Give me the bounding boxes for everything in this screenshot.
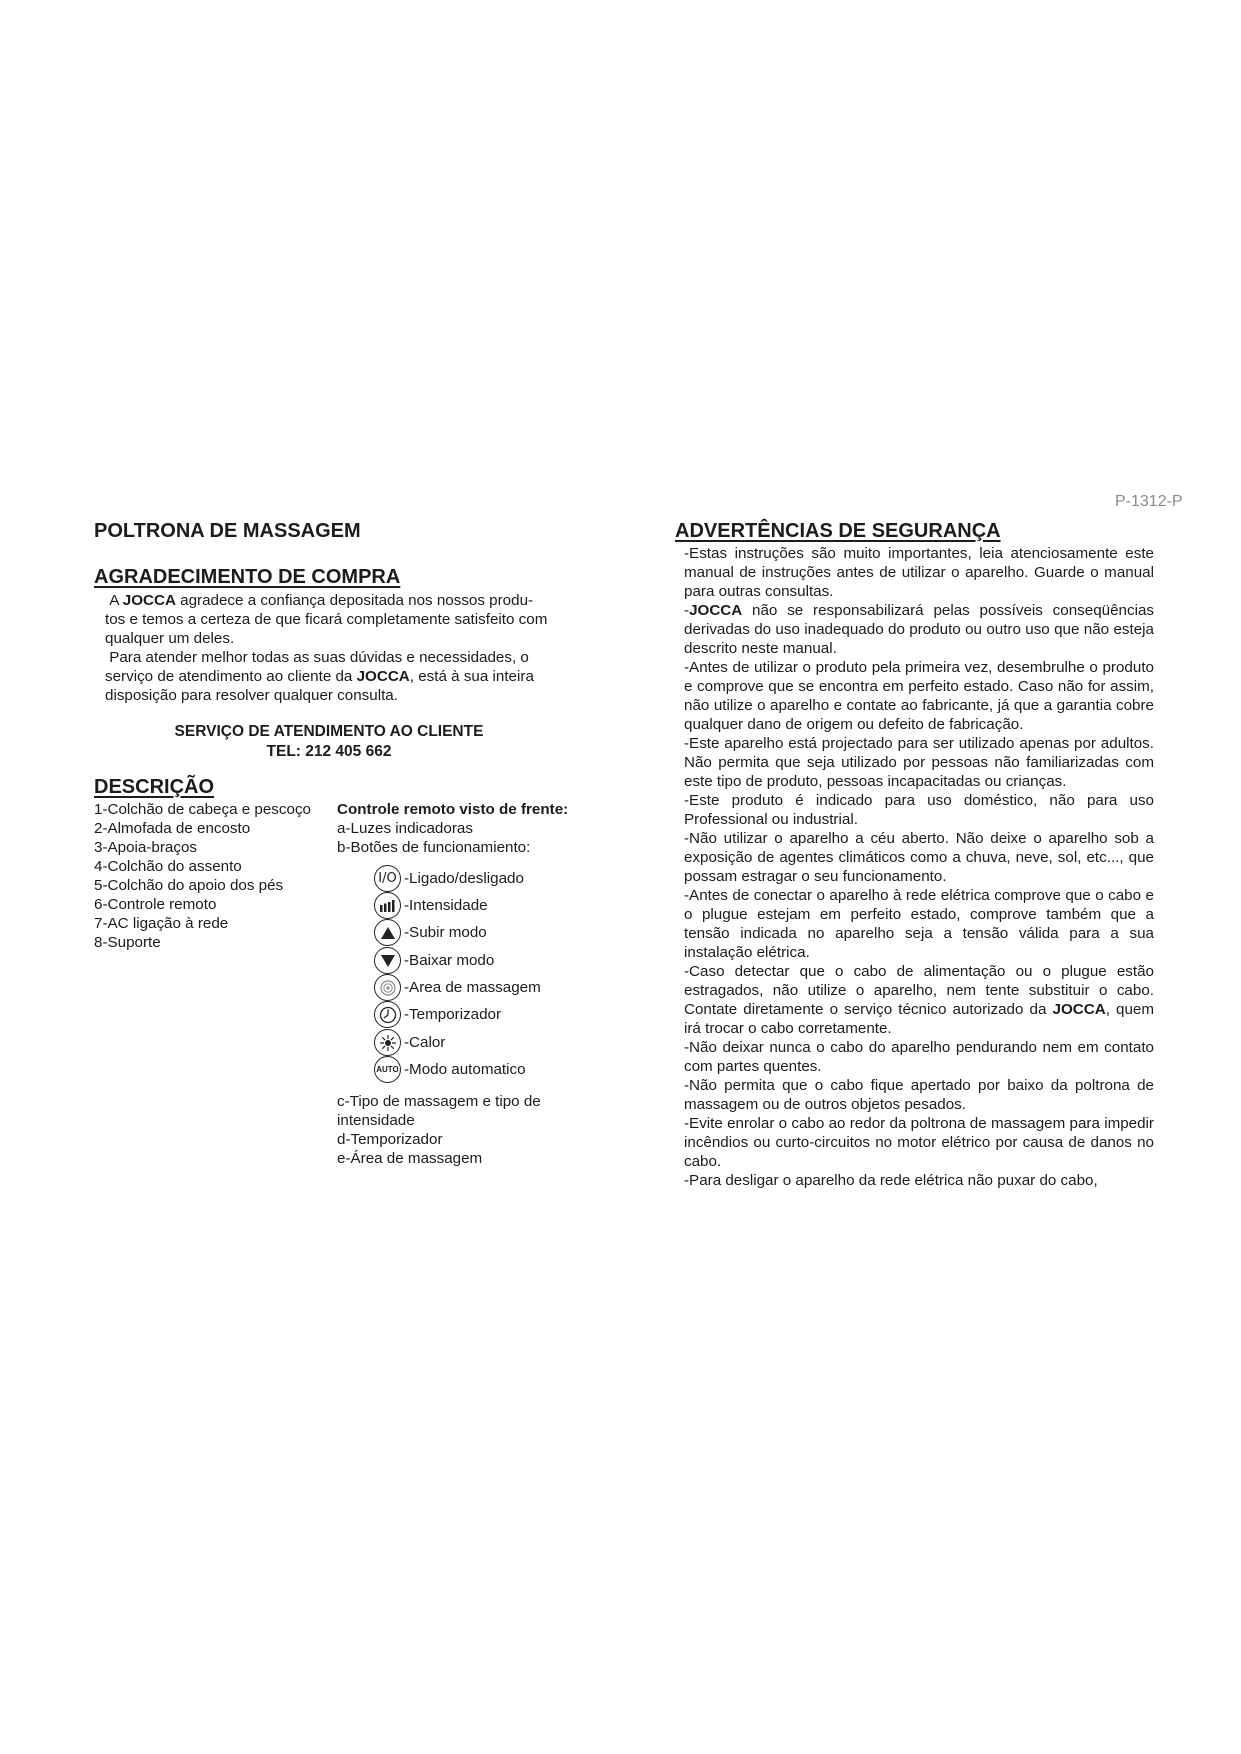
brand-name: JOCCA xyxy=(689,602,743,619)
thanks-line: serviço de atendimento ao cliente da JOCCA, está à sua inteira xyxy=(105,668,534,685)
list-item: 3-Apoia-braços xyxy=(94,839,197,856)
thanks-line: tos e temos a certeza de que ficará completamente satisfeito com xyxy=(105,611,548,628)
remote-button-label: -Subir modo xyxy=(404,924,487,941)
remote-extra-list xyxy=(337,1092,541,1168)
remote-button-row xyxy=(374,974,541,1001)
customer-service-block xyxy=(94,722,564,762)
remote-button-label: -Modo automatico xyxy=(404,1061,526,1078)
brand-name: JOCCA xyxy=(122,592,176,609)
warning-paragraph: -Evite enrolar o cabo ao redor da poltrona de massagem para impedir incêndios ou curto-circuitos no motor elétrico por causa de danos no cabo. xyxy=(684,1115,1154,1170)
remote-button-label: -Baixar modo xyxy=(404,952,495,969)
list-item: a-Luzes indicadoras xyxy=(337,820,473,837)
remote-button-label: -Ligado/desligado xyxy=(404,870,524,887)
list-item: 8-Suporte xyxy=(94,934,161,951)
warning-paragraph: -Não permita que o cabo fique apertado por baixo da poltrona de massagem ou de outros objetos pesados. xyxy=(684,1077,1154,1113)
massage-area-icon xyxy=(374,974,401,1001)
list-item: c-Tipo de massagem e tipo de xyxy=(337,1093,541,1110)
triangle-up-icon xyxy=(374,919,401,946)
customer-service-phone: TEL: 212 405 662 xyxy=(266,743,392,760)
thanks-line: disposição para resolver qualquer consulta. xyxy=(105,687,398,704)
warning-paragraph: -Caso detectar que o cabo de alimentação ou o plugue estão estragados, não utilize o aparelho, nem tente substituir o cabo. Contate diretamente o serviço técnico autorizado da JOCCA, quem irá trocar o cabo corretamente. xyxy=(684,963,1154,1037)
remote-button-row xyxy=(374,865,524,892)
parts-list xyxy=(94,800,311,952)
list-item: e-Área de massagem xyxy=(337,1150,483,1167)
list-item: 4-Colchão do assento xyxy=(94,858,242,875)
description-heading: DESCRIÇÃO xyxy=(94,776,215,798)
remote-button-label: -Intensidade xyxy=(404,897,488,914)
intensity-bars-icon xyxy=(374,892,401,919)
warning-paragraph: -Não deixar nunca o cabo do aparelho pendurando nem em contato com partes quentes. xyxy=(684,1039,1154,1075)
remote-button-row xyxy=(374,1029,445,1056)
clock-icon xyxy=(374,1001,401,1028)
list-item: intensidade xyxy=(337,1112,415,1129)
thanks-line: A JOCCA agradece a confiança depositada nos nossos produ- xyxy=(109,592,534,609)
remote-button-row xyxy=(374,947,494,974)
remote-button-label: -Temporizador xyxy=(404,1006,502,1023)
list-item: 2-Almofada de encosto xyxy=(94,820,251,837)
remote-button-row xyxy=(374,919,487,946)
list-item: 1-Colchão de cabeça e pescoço xyxy=(94,801,311,818)
list-item: 6-Controle remoto xyxy=(94,896,217,913)
warning-paragraph: -Este produto é indicado para uso doméstico, não para uso Professional ou industrial. xyxy=(684,792,1154,828)
warning-paragraph: -Antes de conectar o aparelho à rede elétrica comprove que o cabo e o plugue estejam em perfeito estado, comprove também que a tensão indicada no aparelho seja a tensão válida para a sua instalação elétrica. xyxy=(684,887,1154,961)
remote-button-row xyxy=(374,892,488,919)
warning-paragraph: -Para desligar o aparelho da rede elétrica não puxar do cabo, xyxy=(684,1172,1098,1189)
safety-heading: ADVERTÊNCIAS DE SEGURANÇA xyxy=(675,520,1001,542)
thanks-line: Para atender melhor todas as suas dúvidas e necessidades, o xyxy=(109,649,529,666)
remote-button-label: -Calor xyxy=(404,1034,446,1051)
remote-button-label: -Area de massagem xyxy=(404,979,541,996)
heat-sun-icon xyxy=(374,1029,401,1056)
warning-paragraph: -Não utilizar o aparelho a céu aberto. Não deixe o aparelho sob a exposição de agentes climáticos como a chuva, neve, sol, etc..., que possam estragar o seu funcionamento. xyxy=(684,830,1154,885)
brand-name: JOCCA xyxy=(356,668,410,685)
warning-paragraph: -JOCCA não se responsabilizará pelas possíveis conseqüências derivadas do uso inadequado do produto ou outro uso que não esteja descrito neste manual. xyxy=(684,602,1154,657)
remote-heading: Controle remoto visto de frente: xyxy=(337,801,569,818)
warning-paragraph: -Este aparelho está projectado para ser utilizado apenas por adultos. Não permita que seja utilizado por pessoas não familiarizadas com este tipo de produto, pessoas incapacitadas ou crianças. xyxy=(684,735,1154,790)
brand-name: JOCCA xyxy=(1052,1001,1106,1018)
customer-service-title: SERVIÇO DE ATENDIMENTO AO CLIENTE xyxy=(174,723,484,740)
thanks-paragraph-1 xyxy=(105,591,585,648)
warning-paragraph: -Estas instruções são muito importantes, leia atenciosamente este manual de instruções antes de utilizar o aparelho. Guarde o manual para outras consultas. xyxy=(684,545,1154,600)
list-item: 5-Colchão do apoio dos pés xyxy=(94,877,284,894)
safety-warnings xyxy=(684,544,1154,1190)
thanks-heading: AGRADECIMENTO DE COMPRA xyxy=(94,566,401,588)
page-code: P-1312-P xyxy=(1115,493,1183,510)
product-title: POLTRONA DE MASSAGEM xyxy=(94,520,361,542)
list-item: b-Botões de funcionamiento: xyxy=(337,839,531,856)
remote-button-row xyxy=(374,1001,501,1028)
triangle-down-icon xyxy=(374,947,401,974)
power-io-icon: I/O xyxy=(374,865,401,892)
list-item: d-Temporizador xyxy=(337,1131,443,1148)
remote-button-row xyxy=(374,1056,526,1083)
thanks-paragraph-2 xyxy=(105,648,585,705)
thanks-line: qualquer um deles. xyxy=(105,630,235,647)
list-item: 7-AC ligação à rede xyxy=(94,915,229,932)
warning-paragraph: -Antes de utilizar o produto pela primeira vez, desembrulhe o produto e comprove que se encontra em perfeito estado. Caso não for assim, não utilize o aparelho e contate ao fabricante, já que a garantia cobre qualquer dano de origem ou defeito de fabricação. xyxy=(684,659,1154,733)
auto-mode-icon: AUTO xyxy=(374,1056,401,1083)
remote-description xyxy=(337,800,568,857)
